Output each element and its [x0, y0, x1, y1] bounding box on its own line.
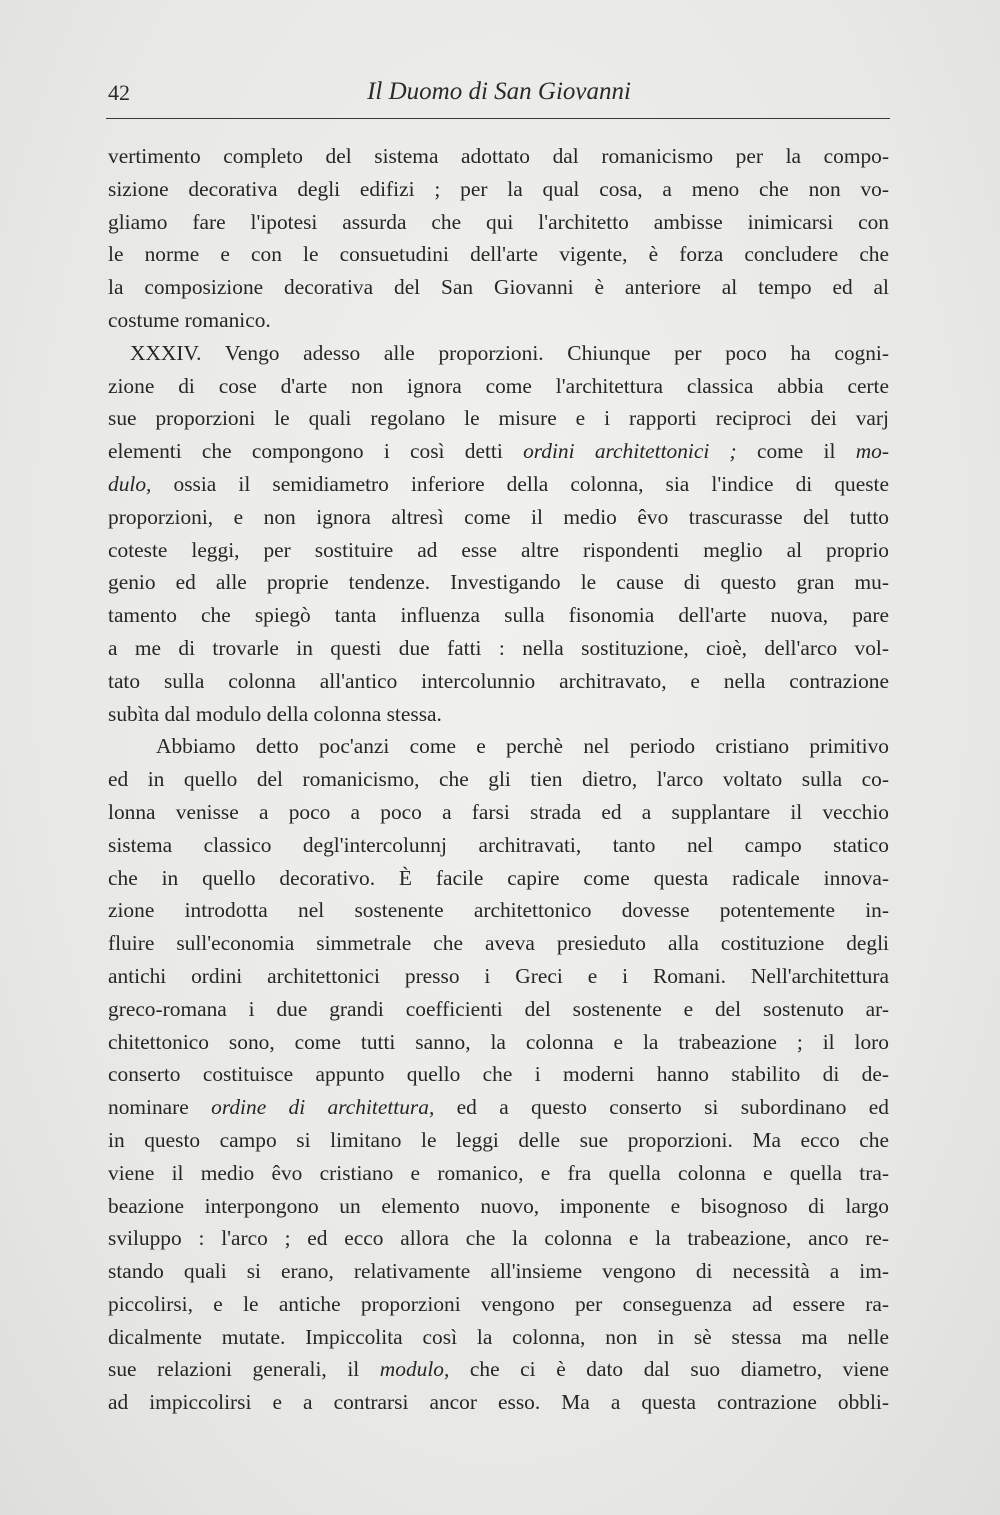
body-text: [108, 140, 889, 1419]
text-span: genio ed alle proprie tendenze. Investigando le cause di questo gran mu-: [108, 570, 889, 595]
text-line: [108, 1255, 889, 1288]
text-line: [108, 534, 889, 567]
text-line: [108, 271, 889, 304]
text-line: [108, 894, 889, 927]
text-span: la composizione decorativa del San Giovanni è anteriore al tempo ed al: [108, 275, 889, 300]
text-line: [108, 665, 889, 698]
text-span: ed a questo conserto si subordinano ed: [434, 1095, 889, 1120]
text-span: tamento che spiegò tanta influenza sulla fisonomia dell'arte nuova, pare: [108, 603, 889, 628]
text-line: [108, 763, 889, 796]
text-line: [108, 435, 889, 468]
text-span: sue proporzioni le quali regolano le misure e i rapporti reciproci dei varj: [108, 406, 889, 431]
text-line: [108, 1386, 889, 1419]
text-line: [108, 1353, 889, 1386]
text-line: [108, 796, 889, 829]
text-line: [108, 1222, 889, 1255]
text-line: [108, 1190, 889, 1223]
text-line: [108, 829, 889, 862]
text-line: [108, 238, 889, 271]
text-span: tato sulla colonna all'antico intercolunnio architravato, e nella contrazione: [108, 668, 889, 693]
text-span: sviluppo : l'arco ; ed ecco allora che la colonna e la trabeazione, anco re-: [108, 1226, 889, 1251]
text-span: chitettonico sono, come tutti sanno, la colonna e la trabeazione ; il loro: [108, 1029, 889, 1054]
text-span: in questo campo si limitano le leggi delle sue proporzioni. Ma ecco che: [108, 1127, 889, 1152]
header-rule: [106, 118, 890, 119]
text-span: proporzioni, e non ignora altresì come il medio êvo trascurasse del tutto: [108, 504, 889, 529]
text-line: [108, 960, 889, 993]
text-line: [108, 501, 889, 534]
text-line: [108, 402, 889, 435]
text-span: conserto costituisce appunto quello che i moderni hanno stabilito di de-: [108, 1062, 889, 1087]
text-span: stando quali si erano, relativamente all'insieme vengono di necessità a im-: [108, 1259, 889, 1284]
italic-span: modulo,: [379, 1357, 450, 1382]
text-line: [108, 730, 889, 763]
text-span: coteste leggi, per sostituire ad esse altre rispondenti meglio al proprio: [108, 537, 889, 562]
text-line: [108, 468, 889, 501]
text-span: antichi ordini architettonici presso i Greci e i Romani. Nell'architettura: [108, 963, 889, 988]
text-span: ossia il semidiametro inferiore della colonna, sia l'indice di queste: [151, 471, 889, 496]
text-line: [108, 566, 889, 599]
page-header: [108, 74, 890, 114]
text-line: [108, 1124, 889, 1157]
text-span: Abbiamo detto poc'anzi come e perchè nel periodo cristiano primitivo: [156, 734, 889, 759]
text-span: sistema classico degl'intercolunnj architravati, tanto nel campo statico: [108, 832, 889, 857]
italic-span: ordini architettonici ;: [523, 439, 737, 464]
text-span: come il: [736, 439, 856, 464]
italic-span: dulo,: [108, 471, 152, 496]
running-title: Il Duomo di San Giovanni: [367, 78, 631, 105]
text-line: [108, 862, 889, 895]
text-span: costume romanico.: [108, 307, 271, 332]
text-line: [108, 927, 889, 960]
text-span: fluire sull'economia simmetrale che aveva presieduto alla costituzione degli: [108, 931, 889, 956]
text-span: sizione decorativa degli edifizi ; per la qual cosa, a meno che non vo-: [108, 176, 889, 201]
italic-span: mo-: [855, 439, 889, 464]
text-line: [108, 337, 889, 370]
text-span: lonna venisse a poco a poco a farsi strada ed a supplantare il vecchio: [108, 799, 889, 824]
text-span: greco-romana i due grandi coefficienti del sostenente e del sostenuto ar-: [108, 996, 889, 1021]
text-span: gliamo fare l'ipotesi assurda che qui l'architetto ambisse inimicarsi con: [108, 209, 889, 234]
text-line: [108, 206, 889, 239]
text-span: che in quello decorativo. È facile capire come questa radicale innova-: [108, 865, 889, 890]
text-line: [108, 140, 889, 173]
text-span: piccolirsi, e le antiche proporzioni vengono per conseguenza ad essere ra-: [108, 1291, 889, 1316]
text-line: [108, 993, 889, 1026]
text-span: le norme e con le consuetudini dell'arte vigente, è forza concludere che: [108, 242, 889, 267]
text-span: XXXIV. Vengo adesso alle proporzioni. Chiunque per poco ha cogni-: [130, 340, 889, 365]
text-line: [108, 370, 889, 403]
text-span: sue relazioni generali, il: [108, 1357, 380, 1382]
text-span: dicalmente mutate. Impiccolita così la colonna, non in sè stessa ma nelle: [108, 1324, 889, 1349]
text-line: [108, 698, 889, 731]
text-span: zione introdotta nel sostenente architettonico dovesse potentemente in-: [108, 898, 889, 923]
text-line: [108, 173, 889, 206]
text-span: che ci è dato dal suo diametro, viene: [449, 1357, 889, 1382]
text-span: zione di cose d'arte non ignora come l'architettura classica abbia certe: [108, 373, 889, 398]
text-line: [108, 1288, 889, 1321]
text-span: nominare: [108, 1095, 212, 1120]
page-number: 42: [108, 80, 130, 105]
text-line: [108, 1091, 889, 1124]
text-line: [108, 599, 889, 632]
text-span: elementi che compongono i così detti: [108, 439, 524, 464]
text-line: [108, 632, 889, 665]
text-line: [108, 1321, 889, 1354]
text-span: ed in quello del romanicismo, che gli tien dietro, l'arco voltato sulla co-: [108, 767, 889, 792]
text-line: [108, 304, 889, 337]
text-span: ad impiccolirsi e a contrarsi ancor esso. Ma a questa contrazione obbli-: [108, 1390, 889, 1415]
text-line: [108, 1058, 889, 1091]
text-span: vertimento completo del sistema adottato dal romanicismo per la compo-: [108, 144, 889, 168]
text-span: a me di trovarle in questi due fatti : nella sostituzione, cioè, dell'arco vol-: [108, 635, 889, 660]
text-span: beazione interpongono un elemento nuovo, imponente e bisognoso di largo: [108, 1193, 889, 1218]
italic-span: ordine di architettura,: [211, 1095, 435, 1120]
text-line: [108, 1026, 889, 1059]
text-line: [108, 1157, 889, 1190]
text-span: viene il medio êvo cristiano e romanico, e fra quella colonna e quella tra-: [108, 1160, 889, 1185]
text-span: subìta dal modulo della colonna stessa.: [108, 701, 442, 726]
